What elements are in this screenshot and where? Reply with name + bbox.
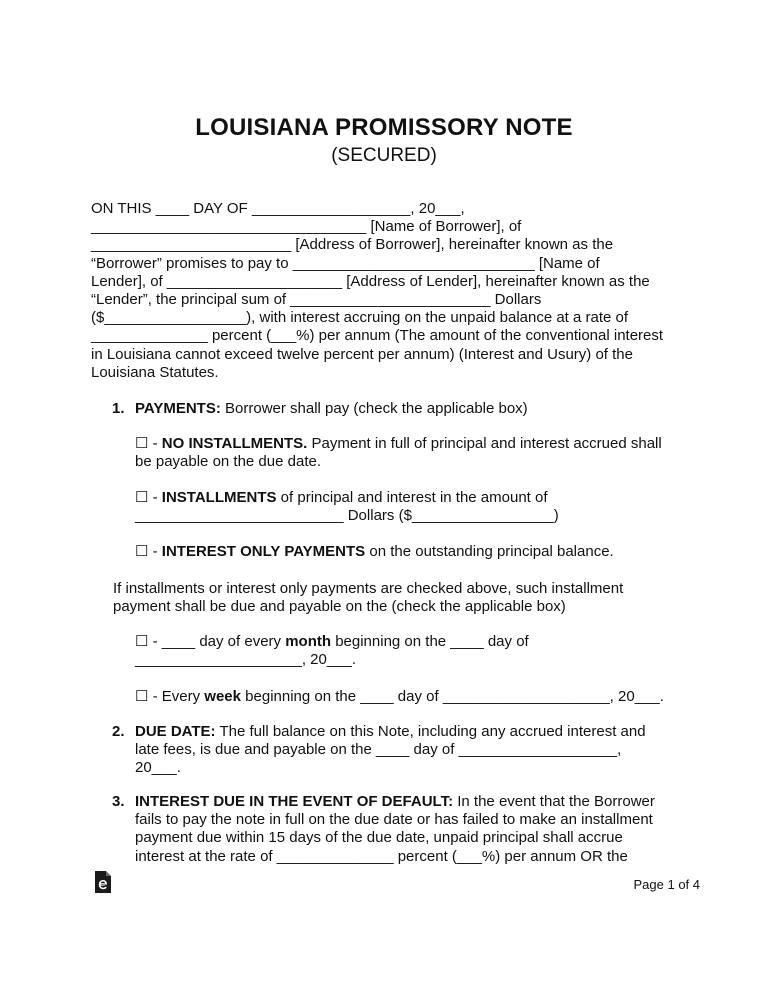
intro-line: ($_________________), with interest accruing on the unpaid balance at a rate of	[91, 309, 629, 327]
section-1-heading: PAYMENTS:	[135, 400, 221, 417]
option-interest-only-label: INTEREST ONLY PAYMENTS	[161, 543, 366, 560]
section-3-number: 3.	[112, 793, 125, 810]
option-dash: -	[148, 543, 162, 560]
section-2-heading: DUE DATE:	[135, 723, 216, 740]
frequency-weekly	[135, 688, 695, 706]
intro-line: Lender], of _____________________ [Address of Lender], hereinafter known as the	[91, 272, 650, 290]
section-1-heading-line	[135, 400, 695, 418]
option-no-installments-label: NO INSTALLMENTS.	[161, 435, 308, 452]
section-2-text: 20___.	[135, 759, 181, 777]
option-interest-only	[135, 543, 695, 561]
intro-line: “Borrower” promises to pay to _____________________________ [Name of	[91, 254, 600, 272]
intro-line: ________________________ [Address of Borrower], hereinafter known as the	[91, 236, 614, 254]
frequency-weekly-post: beginning on the ____ day of ____________________, 20___.	[241, 688, 664, 705]
option-installments-text: of principal and interest in the amount of	[276, 489, 548, 506]
option-installments-label: INSTALLMENTS	[161, 489, 277, 506]
installment-note-line: payment shall be due and payable on the (check the applicable box)	[113, 598, 566, 616]
option-dash: -	[148, 435, 162, 452]
section-3-body	[135, 793, 705, 866]
intro-line: _________________________________ [Name of Borrower], of	[91, 218, 522, 236]
eforms-logo-icon	[94, 871, 112, 893]
intro-line: ______________ percent (___%) per annum (The amount of the conventional interest	[91, 327, 664, 345]
option-no-installments-text-2: be payable on the due date.	[135, 453, 321, 471]
frequency-monthly-post: beginning on the ____ day of	[331, 633, 529, 650]
page-number: Page 1 of 4	[633, 877, 700, 892]
checkbox-installments[interactable]: ☐	[135, 489, 149, 506]
intro-line: Louisiana Statutes.	[91, 363, 219, 381]
section-3-text: fails to pay the note in full on the due date or has failed to make an installment	[135, 811, 653, 829]
section-2-text: The full balance on this Note, including any accrued interest and	[215, 723, 646, 740]
frequency-weekly-pre: - Every	[148, 688, 205, 705]
section-2-body	[135, 723, 695, 778]
intro-line: in Louisiana cannot exceed twelve percent per annum) (Interest and Usury) of the	[91, 345, 633, 363]
section-2-text: late fees, is due and payable on the ____ day of ___________________,	[135, 741, 622, 759]
option-interest-only-text: on the outstanding principal balance.	[365, 543, 614, 560]
checkbox-monthly[interactable]: ☐	[135, 633, 149, 650]
frequency-monthly	[135, 633, 695, 669]
section-1-text: Borrower shall pay (check the applicable box)	[220, 400, 528, 417]
document-subtitle: (SECURED)	[331, 145, 437, 166]
intro-line: “Lender”, the principal sum of ________________________ Dollars	[91, 291, 542, 309]
document-title: LOUISIANA PROMISSORY NOTE	[195, 114, 573, 141]
option-dash: -	[148, 489, 162, 506]
section-3-text: payment due within 15 days of the due date, unpaid principal shall accrue	[135, 829, 623, 847]
checkbox-no-installments[interactable]: ☐	[135, 435, 149, 452]
option-no-installments	[135, 435, 695, 471]
intro-paragraph	[91, 200, 691, 382]
installment-note-line: If installments or interest only payments are checked above, such installment	[113, 580, 624, 597]
option-no-installments-text: Payment in full of principal and interest accrued shall	[307, 435, 662, 452]
option-installments-text-2: _________________________ Dollars ($_________________)	[135, 507, 559, 525]
section-3-text: In the event that the Borrower	[453, 793, 655, 810]
frequency-monthly-pre: - ____ day of every	[148, 633, 286, 650]
checkbox-weekly[interactable]: ☐	[135, 688, 149, 705]
frequency-weekly-bold: week	[204, 688, 241, 705]
installment-note	[113, 580, 693, 616]
option-installments	[135, 489, 695, 525]
section-3-heading: INTEREST DUE IN THE EVENT OF DEFAULT:	[135, 793, 454, 810]
section-3-text: interest at the rate of ______________ percent (___%) per annum OR the	[135, 847, 628, 865]
frequency-monthly-line2: ____________________, 20___.	[135, 651, 357, 669]
section-1-number: 1.	[112, 400, 125, 417]
section-2-number: 2.	[112, 723, 125, 740]
intro-line: ON THIS ____ DAY OF ___________________, 20___,	[91, 200, 465, 217]
frequency-monthly-bold: month	[285, 633, 332, 650]
checkbox-interest-only[interactable]: ☐	[135, 543, 149, 560]
